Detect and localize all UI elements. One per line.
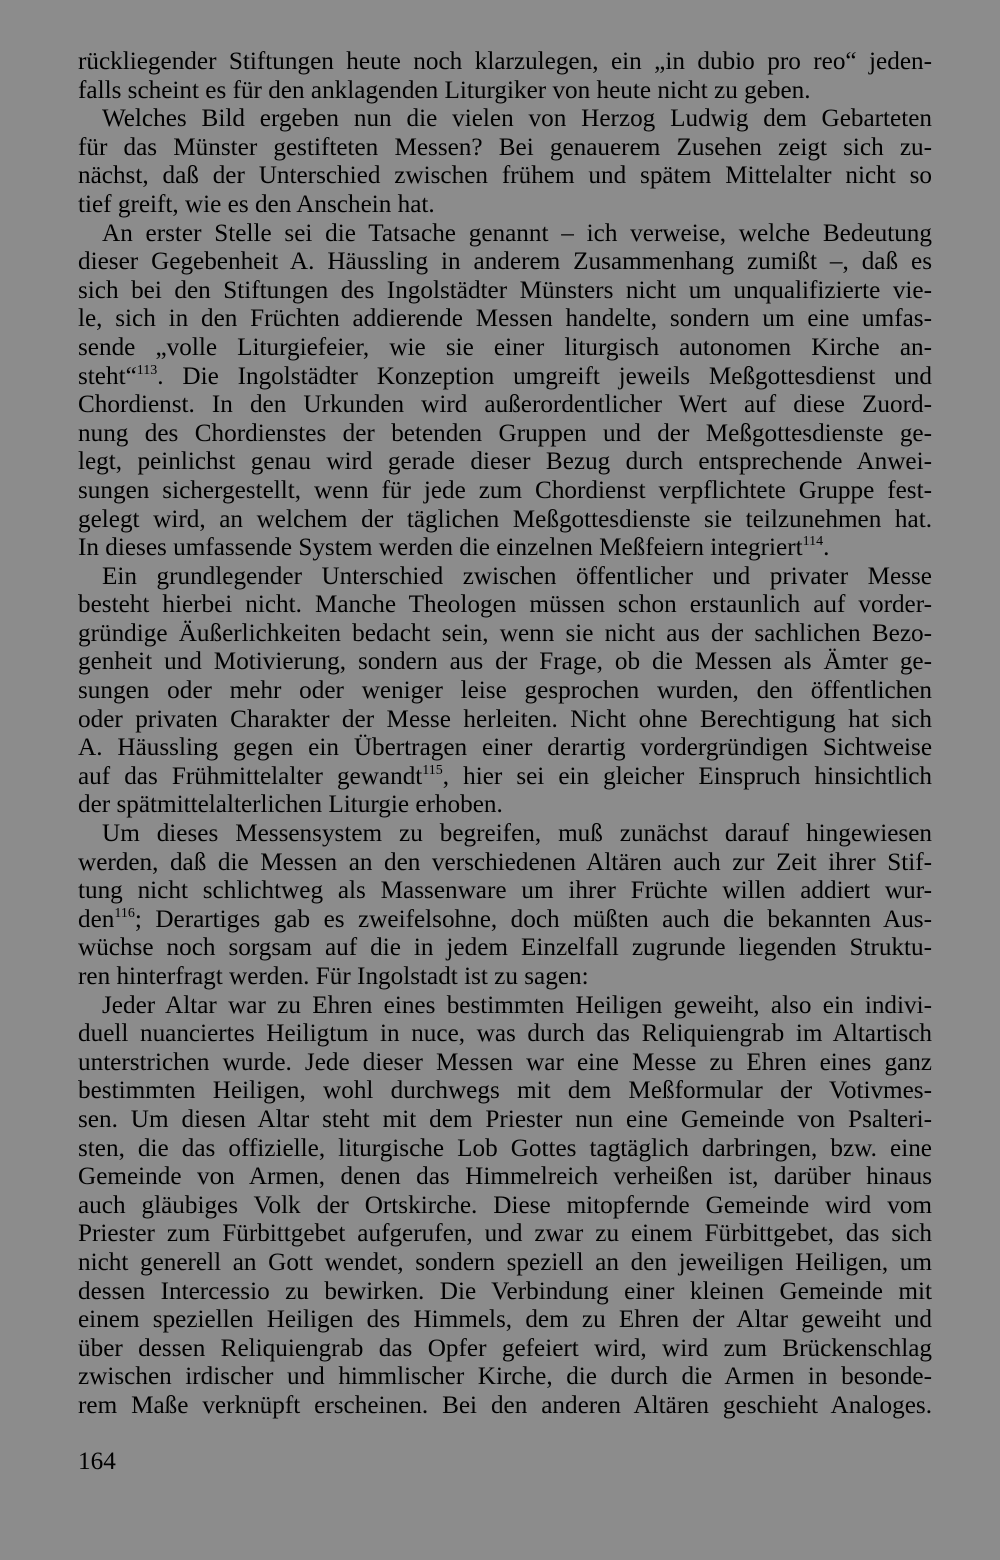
line-text: einem speziellen Heiligen des Himmels, dem zu Ehren der Altar geweiht und bbox=[78, 1306, 932, 1334]
footnote-ref: 116 bbox=[114, 905, 135, 921]
text-line bbox=[78, 620, 932, 649]
text-line bbox=[78, 1278, 932, 1307]
text-line bbox=[78, 162, 932, 191]
line-text: den bbox=[78, 905, 115, 933]
text-line bbox=[78, 849, 932, 878]
text-line bbox=[78, 1135, 932, 1164]
footnote-ref: 115 bbox=[422, 762, 443, 778]
line-text: falls scheint es für den anklagenden Liturgiker von heute nicht zu geben. bbox=[78, 76, 811, 104]
text-line bbox=[78, 1020, 932, 1049]
text-line bbox=[78, 934, 932, 963]
line-text: legt, peinlichst genau wird gerade dieser Bezug durch entsprechende Anwei- bbox=[78, 448, 932, 476]
line-text: sende „volle Liturgiefeier, wie sie einer liturgisch autonomen Kirche an- bbox=[78, 333, 932, 361]
text-line bbox=[78, 334, 932, 363]
line-text: wüchse noch sorgsam auf die in jedem Einzelfall zugrunde liegenden Struktu- bbox=[78, 934, 932, 962]
line-text: auch gläubiges Volk der Ortskirche. Diese mitopfernde Gemeinde wird vom bbox=[78, 1191, 932, 1219]
line-text: besteht hierbei nicht. Manche Theologen müssen schon erstaunlich auf vorder- bbox=[78, 591, 932, 619]
text-line bbox=[78, 477, 932, 506]
line-text: gelegt wird, an welchem der täglichen Meßgottesdienste sie teilzunehmen hat. bbox=[78, 505, 932, 533]
text-line bbox=[78, 534, 932, 563]
line-text: An erster Stelle sei die Tatsache genannt – ich verweise, welche Bedeutung bbox=[102, 219, 932, 247]
text-line bbox=[78, 963, 932, 992]
line-text: dessen Intercessio zu bewirken. Die Verbindung einer kleinen Gemeinde mit bbox=[78, 1277, 932, 1305]
text-line bbox=[78, 48, 932, 77]
text-line bbox=[78, 1163, 932, 1192]
text-line bbox=[78, 391, 932, 420]
text-line bbox=[78, 134, 932, 163]
text-line bbox=[78, 1192, 932, 1221]
text-line bbox=[78, 191, 932, 220]
text-line bbox=[78, 1249, 932, 1278]
text-line bbox=[78, 105, 932, 134]
line-text: werden, daß die Messen an den verschiedenen Altären auch zur Zeit ihrer Stif- bbox=[78, 848, 932, 876]
text-line bbox=[78, 706, 932, 735]
line-text: dieser Gegebenheit A. Häussling in anderem Zusammenhang zumißt –, daß es bbox=[78, 248, 932, 276]
line-text-continued: . Die Ingolstädter Konzeption umgreift jeweils Meßgottesdienst und bbox=[157, 362, 932, 390]
text-line bbox=[78, 1335, 932, 1364]
text-line bbox=[78, 1049, 932, 1078]
line-text: bestimmten Heiligen, wohl durchwegs mit dem Meßformular der Votivmes- bbox=[78, 1077, 932, 1105]
text-line bbox=[78, 677, 932, 706]
text-line bbox=[78, 420, 932, 449]
line-text-continued: ; Derartiges gab es zweifelsohne, doch müßten auch die bekannten Aus- bbox=[134, 905, 932, 933]
text-line bbox=[78, 1392, 932, 1421]
line-text: Priester zum Fürbittgebet aufgerufen, und zwar zu einem Fürbittgebet, das sich bbox=[78, 1220, 932, 1248]
page-body bbox=[78, 48, 932, 1528]
line-text: tung nicht schlichtweg als Massenware um ihrer Früchte willen addiert wur- bbox=[78, 877, 932, 905]
line-text: rückliegender Stiftungen heute noch klarzulegen, ein „in dubio pro reo“ jeden- bbox=[78, 48, 932, 75]
line-text: oder privaten Charakter der Messe herleiten. Nicht ohne Berechtigung hat sich bbox=[78, 705, 932, 733]
line-text: Welches Bild ergeben nun die vielen von Herzog Ludwig dem Gebarteten bbox=[102, 105, 932, 133]
line-text: der spätmittelalterlichen Liturgie erhoben. bbox=[78, 791, 503, 819]
line-text: auf das Frühmittelalter gewandt bbox=[78, 762, 423, 790]
line-text: le, sich in den Früchten addierende Messen handelte, sondern um eine umfas- bbox=[78, 305, 932, 333]
line-text: nicht generell an Gott wendet, sondern speziell an den jeweiligen Heiligen, um bbox=[78, 1248, 932, 1276]
text-line bbox=[78, 992, 932, 1021]
line-text: ren hinterfragt werden. Für Ingolstadt ist zu sagen: bbox=[78, 963, 589, 990]
line-text: sungen oder mehr oder weniger leise gesprochen wurden, den öffentlichen bbox=[78, 677, 932, 705]
text-line bbox=[78, 363, 932, 392]
line-text: unterstrichen wurde. Jede dieser Messen war eine Messe zu Ehren eines ganz bbox=[78, 1048, 932, 1076]
line-text: sen. Um diesen Altar steht mit dem Priester nun eine Gemeinde von Psalteri- bbox=[78, 1105, 932, 1133]
page-number: 164 bbox=[78, 1448, 116, 1475]
line-text: A. Häussling gegen ein Übertragen einer derartig vordergründigen Sichtweise bbox=[78, 734, 932, 762]
text-line bbox=[78, 305, 932, 334]
line-text: nung des Chordienstes der betenden Gruppen und der Meßgottesdienste ge- bbox=[78, 419, 932, 447]
line-text: sich bei den Stiftungen des Ingolstädter Münsters nicht um unqualifizierte vie- bbox=[78, 276, 932, 304]
text-line bbox=[78, 763, 932, 792]
text-line bbox=[78, 906, 932, 935]
text-line bbox=[78, 1106, 932, 1135]
text-line bbox=[78, 506, 932, 535]
line-text: über dessen Reliquiengrab das Opfer gefeiert wird, wird zum Brückenschlag bbox=[78, 1334, 932, 1362]
text-line bbox=[78, 1306, 932, 1335]
footnote-ref: 114 bbox=[802, 534, 824, 550]
line-text: In dieses umfassende System werden die einzelnen Meßfeiern integriert bbox=[78, 534, 803, 562]
line-text: genheit und Motivierung, sondern aus der Frage, ob die Messen als Ämter ge- bbox=[78, 648, 932, 676]
text-line bbox=[78, 220, 932, 249]
text-line bbox=[78, 791, 932, 820]
text-line bbox=[78, 1363, 932, 1392]
line-text: Ein grundlegender Unterschied zwischen öffentlicher und privater Messe bbox=[102, 562, 932, 590]
line-text: rem Maße verknüpft erscheinen. Bei den anderen Altären geschieht Analoges. bbox=[78, 1391, 932, 1419]
text-line bbox=[78, 248, 932, 277]
text-line bbox=[78, 820, 932, 849]
line-text: steht“ bbox=[78, 362, 137, 390]
line-text: sten, die das offizielle, liturgische Lob Gottes tagtäglich darbringen, bzw. eine bbox=[78, 1134, 932, 1162]
line-text: tief greift, wie es den Anschein hat. bbox=[78, 190, 435, 218]
line-text: sungen sichergestellt, wenn für jede zum Chordienst verpflichtete Gruppe fest- bbox=[78, 476, 932, 504]
text-line bbox=[78, 734, 932, 763]
line-text: für das Münster gestifteten Messen? Bei genauerem Zusehen zeigt sich zu- bbox=[78, 133, 932, 161]
line-text: Gemeinde von Armen, denen das Himmelreich verheißen ist, darüber hinaus bbox=[78, 1163, 932, 1191]
line-text: Um dieses Messensystem zu begreifen, muß zunächst darauf hingewiesen bbox=[102, 820, 932, 848]
line-text: nächst, daß der Unterschied zwischen frühem und spätem Mittelalter nicht so bbox=[78, 162, 932, 190]
line-text: duell nuanciertes Heiligtum in nuce, was durch das Reliquiengrab im Altartisch bbox=[78, 1020, 932, 1048]
line-text: zwischen irdischer und himmlischer Kirche, die durch die Armen in besonde- bbox=[78, 1363, 932, 1391]
text-line bbox=[78, 877, 932, 906]
line-text: Chordienst. In den Urkunden wird außerordentlicher Wert auf diese Zuord- bbox=[78, 391, 932, 419]
text-line bbox=[78, 1220, 932, 1249]
line-text: gründige Äußerlichkeiten bedacht sein, wenn sie nicht aus der sachlichen Bezo- bbox=[78, 619, 932, 647]
line-text-continued: , hier sei ein gleicher Einspruch hinsichtlich bbox=[442, 762, 932, 790]
text-line bbox=[78, 1077, 932, 1106]
text-line bbox=[78, 277, 932, 306]
line-text: Jeder Altar war zu Ehren eines bestimmten Heiligen geweiht, also ein indivi- bbox=[102, 991, 932, 1019]
footnote-ref: 113 bbox=[136, 362, 158, 378]
text-line bbox=[78, 648, 932, 677]
line-text-continued: . bbox=[823, 534, 830, 562]
text-line bbox=[78, 591, 932, 620]
text-line bbox=[78, 77, 932, 106]
text-line bbox=[78, 563, 932, 592]
text-line bbox=[78, 448, 932, 477]
